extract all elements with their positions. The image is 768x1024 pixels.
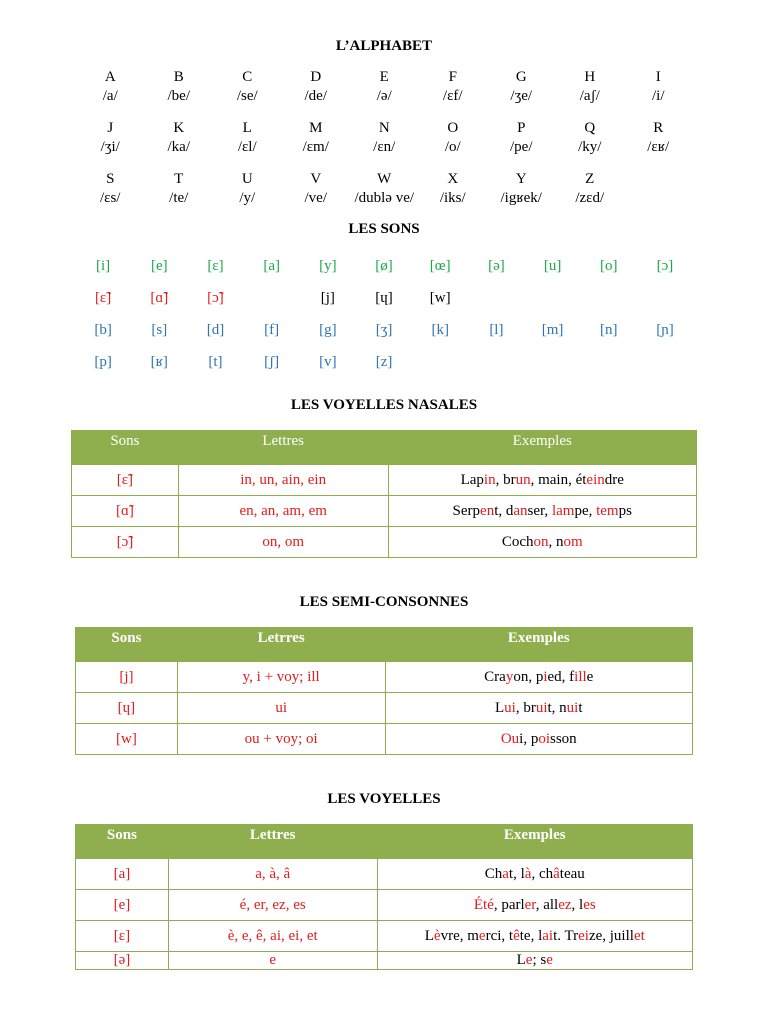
sound-symbol: [ʃ] xyxy=(264,354,280,370)
highlighted-letters: ei xyxy=(578,927,589,944)
phonetic: /te/ xyxy=(169,190,189,206)
sound-symbol: [œ] xyxy=(429,258,451,274)
phonetic: /zɛd/ xyxy=(575,190,605,206)
letter-cell xyxy=(282,119,351,170)
table-row xyxy=(76,859,693,890)
letter: N xyxy=(378,120,390,136)
column-header: Sons xyxy=(72,431,179,465)
letter: D xyxy=(310,69,322,85)
letter-cell xyxy=(76,68,145,119)
example-text: L xyxy=(494,699,505,716)
sound-symbol: [p] xyxy=(94,354,112,370)
phonetic: /ve/ xyxy=(304,190,327,206)
highlighted-letters: Ou xyxy=(500,730,520,747)
example-text: Coch xyxy=(501,533,534,550)
letter: B xyxy=(173,69,184,85)
highlighted-letters: ez xyxy=(558,896,572,913)
letter: R xyxy=(653,120,664,136)
sound-symbol: [b] xyxy=(94,322,112,338)
highlighted-letters: ui xyxy=(566,699,579,716)
sound-symbol: [ɛ] xyxy=(207,258,224,274)
example-text: ed, f xyxy=(547,668,575,685)
sound-symbol: [ʁ] xyxy=(150,354,168,370)
letter: W xyxy=(377,171,392,187)
example-text: , main, ét xyxy=(530,471,587,488)
letter-cell xyxy=(487,119,556,170)
alphabet-grid xyxy=(76,68,696,221)
phonetic: /ɛm/ xyxy=(302,139,329,155)
example-text: t xyxy=(578,699,583,716)
highlighted-letters: on xyxy=(533,533,549,550)
letter: H xyxy=(584,69,596,85)
phonetic: /ky/ xyxy=(578,139,602,155)
semi-consonnes-title: LES SEMI-CONSONNES xyxy=(299,594,469,610)
highlighted-letters: an xyxy=(513,502,528,519)
example-text: Ch xyxy=(484,865,503,882)
highlighted-letters: y xyxy=(505,668,514,685)
sound-row-consonants xyxy=(75,352,695,384)
sound-symbol: [ʒ] xyxy=(375,322,393,338)
table-row xyxy=(76,724,693,755)
highlighted-letters: ill xyxy=(574,668,587,685)
sound-symbol: [u] xyxy=(543,258,562,274)
sons-grid xyxy=(75,256,695,384)
letter-cell xyxy=(350,68,419,119)
sound-symbol: [e] xyxy=(150,258,168,274)
table-row xyxy=(76,952,693,970)
sound-symbol: [d] xyxy=(206,322,225,338)
example-text: Lap xyxy=(460,471,484,488)
letter: Y xyxy=(515,171,527,187)
letters-cell: en, an, am, em xyxy=(178,496,388,527)
examples-cell xyxy=(385,724,693,755)
highlighted-letters: ai xyxy=(542,927,554,944)
letter-cell xyxy=(556,119,625,170)
voyelles-title: LES VOYELLES xyxy=(327,791,441,807)
letter: S xyxy=(106,171,115,187)
example-text: ser, xyxy=(527,502,552,519)
example-text: sson xyxy=(550,730,577,747)
examples-cell xyxy=(377,859,692,890)
example-text: , parl xyxy=(493,896,525,913)
highlighted-letters: er xyxy=(524,896,536,913)
highlighted-letters: tem xyxy=(596,502,619,519)
phonetic: /a/ xyxy=(102,88,118,104)
highlighted-letters: à xyxy=(524,865,532,882)
letters-cell: y, i + voy; ill xyxy=(177,662,385,693)
voyelles-table xyxy=(75,824,693,970)
phonetic: /ɛl/ xyxy=(237,139,257,155)
example-text: pe, xyxy=(574,502,597,519)
table-row xyxy=(76,662,693,693)
examples-cell xyxy=(385,662,693,693)
highlighted-letters: oi xyxy=(538,730,550,747)
phonetic: /dublə ve/ xyxy=(354,190,415,206)
table-row xyxy=(76,890,693,921)
example-text: vre, m xyxy=(440,927,479,944)
phonetic: /y/ xyxy=(239,190,256,206)
highlighted-letters: i xyxy=(543,668,548,685)
letter-cell xyxy=(487,170,556,221)
example-text: L xyxy=(516,952,526,968)
phonetic: /ɛʁ/ xyxy=(647,139,670,155)
examples-cell xyxy=(388,527,697,558)
letter: Q xyxy=(584,120,596,136)
highlighted-letters: ein xyxy=(586,471,605,488)
example-text: , all xyxy=(535,896,559,913)
letters-cell: in, un, ain, ein xyxy=(178,465,388,496)
letter: A xyxy=(104,69,116,85)
example-text: Cra xyxy=(484,668,506,685)
highlighted-letters: lam xyxy=(551,502,575,519)
sound-symbol: [a] xyxy=(263,258,280,274)
example-text: te, l xyxy=(519,927,543,944)
examples-cell xyxy=(385,693,693,724)
example-text: t. Tr xyxy=(553,927,579,944)
letter: T xyxy=(174,171,184,187)
sound-symbol: [ø] xyxy=(375,258,393,274)
letter: F xyxy=(448,69,457,85)
column-header: Exemples xyxy=(385,628,693,662)
letter: J xyxy=(107,120,114,136)
phonetic: /o/ xyxy=(444,139,461,155)
highlighted-letters: ui xyxy=(535,699,548,716)
sound-row-oral-vowels xyxy=(75,256,695,288)
highlighted-letters: ui xyxy=(504,699,516,716)
highlighted-letters: e xyxy=(546,952,553,968)
letter-cell xyxy=(487,68,556,119)
sound-row-nasal-semi xyxy=(75,288,695,320)
table-row xyxy=(76,921,693,952)
examples-cell xyxy=(377,890,692,921)
letter-cell xyxy=(556,170,625,221)
sound-symbol: [o] xyxy=(600,258,618,274)
letter-cell xyxy=(624,68,693,119)
letter-cell xyxy=(419,170,488,221)
phonetic: /ɛs/ xyxy=(100,190,121,206)
letter: I xyxy=(655,69,661,85)
column-header: Letrres xyxy=(177,628,385,662)
nasales-title: LES VOYELLES NASALES xyxy=(290,397,478,413)
table-header-row xyxy=(76,825,693,859)
letter: P xyxy=(517,120,526,136)
sound-symbol: [ɔ] xyxy=(656,258,674,274)
highlighted-letters: â xyxy=(553,865,560,882)
sound-symbol: [j] xyxy=(320,290,335,306)
column-header: Sons xyxy=(76,628,178,662)
sound-symbol: [k] xyxy=(431,322,449,338)
phonetic: /ɛn/ xyxy=(373,139,396,155)
highlighted-letters: en xyxy=(480,502,495,519)
letter-cell xyxy=(419,68,488,119)
phonetic: /ʒe/ xyxy=(510,88,533,104)
sound-symbol: [z] xyxy=(375,354,393,370)
phonetic: /igʁek/ xyxy=(500,190,542,206)
highlighted-letters: ê xyxy=(513,927,520,944)
sound-symbol: [i] xyxy=(96,258,111,274)
sound-symbol: [g] xyxy=(319,322,337,338)
sound-cell: [ɥ] xyxy=(76,693,178,724)
sound-symbol: [n] xyxy=(600,322,618,338)
example-text: ; s xyxy=(532,952,547,968)
sound-cell: [ɛ̃] xyxy=(72,465,179,496)
letter-cell xyxy=(282,68,351,119)
letter-cell xyxy=(145,68,214,119)
example-text: L xyxy=(424,927,434,944)
highlighted-letters: om xyxy=(563,533,583,550)
letters-cell: é, er, ez, es xyxy=(168,890,377,921)
sons-title: LES SONS xyxy=(348,221,420,237)
examples-cell xyxy=(377,921,692,952)
letter: X xyxy=(447,171,459,187)
example-text: t, d xyxy=(494,502,514,519)
nasales-table xyxy=(71,430,697,558)
letters-cell: on, om xyxy=(178,527,388,558)
sound-symbol: [ɑ̃] xyxy=(150,290,169,306)
letter-cell xyxy=(556,68,625,119)
phonetic: /ə/ xyxy=(376,88,392,104)
letter: O xyxy=(447,120,459,136)
sound-symbol: [m] xyxy=(541,322,564,338)
highlighted-letters: es xyxy=(583,896,596,913)
phonetic: /ɛf/ xyxy=(442,88,463,104)
sound-row-consonants xyxy=(75,320,695,352)
letter-cell xyxy=(419,119,488,170)
highlighted-letters: et xyxy=(633,927,645,944)
semi-consonnes-table xyxy=(75,627,693,755)
highlighted-letters: e xyxy=(525,952,533,968)
sound-symbol: [f] xyxy=(264,322,280,338)
table-header-row xyxy=(72,431,697,465)
letter-cell xyxy=(624,119,693,170)
letter: C xyxy=(242,69,253,85)
letter: G xyxy=(515,69,527,85)
phonetic: /be/ xyxy=(167,88,190,104)
sound-symbol: [ɛ̃] xyxy=(94,290,112,306)
highlighted-letters: Été xyxy=(473,896,494,913)
example-text: , n xyxy=(548,533,564,550)
letter-cell xyxy=(76,119,145,170)
letter: L xyxy=(242,120,252,136)
sound-symbol: [ɥ] xyxy=(375,290,393,306)
phonetic: /ʒi/ xyxy=(100,139,120,155)
table-row xyxy=(72,527,697,558)
alphabet-title: L’ALPHABET xyxy=(335,38,433,54)
highlighted-letters: un xyxy=(515,471,531,488)
letters-cell: e xyxy=(168,952,377,970)
example-text: t, n xyxy=(547,699,567,716)
table-row xyxy=(76,693,693,724)
examples-cell xyxy=(377,952,692,970)
column-header: Sons xyxy=(76,825,169,859)
letter-cell xyxy=(145,170,214,221)
column-header: Lettres xyxy=(168,825,377,859)
examples-cell xyxy=(388,465,697,496)
sound-cell: [j] xyxy=(76,662,178,693)
sound-empty-cell xyxy=(244,288,300,320)
sound-cell: [a] xyxy=(76,859,169,890)
sound-cell: [ɛ] xyxy=(76,921,169,952)
sound-cell: [ɑ̃] xyxy=(72,496,179,527)
phonetic: /pe/ xyxy=(510,139,533,155)
example-text: e xyxy=(586,668,594,685)
sound-symbol: [y] xyxy=(319,258,337,274)
example-text: dre xyxy=(604,471,624,488)
sound-symbol: [s] xyxy=(151,322,168,338)
letter: M xyxy=(309,120,323,136)
alphabet-row xyxy=(76,170,696,221)
letters-cell: ui xyxy=(177,693,385,724)
highlighted-letters: in xyxy=(483,471,496,488)
phonetic: /aʃ/ xyxy=(579,88,600,104)
sound-symbol: [v] xyxy=(319,354,337,370)
sound-symbol: [ɔ̃] xyxy=(207,290,224,306)
sound-symbol: [ə] xyxy=(488,258,505,274)
phonetic: /ka/ xyxy=(167,139,190,155)
phonetic: /se/ xyxy=(236,88,258,104)
phonetic: /iks/ xyxy=(439,190,466,206)
letter-cell xyxy=(76,170,145,221)
table-row xyxy=(72,496,697,527)
alphabet-row xyxy=(76,119,696,170)
sound-symbol: [ɲ] xyxy=(656,322,674,338)
phonetic: /i/ xyxy=(651,88,665,104)
sound-symbol: [w] xyxy=(429,290,451,306)
sound-symbol: [t] xyxy=(208,354,223,370)
example-text: Serp xyxy=(452,502,481,519)
letter-cell xyxy=(282,170,351,221)
phonetic: /de/ xyxy=(304,88,327,104)
example-text: ze, juill xyxy=(588,927,634,944)
example-text: i, p xyxy=(519,730,539,747)
example-text: , l xyxy=(571,896,584,913)
letters-cell: ou + voy; oi xyxy=(177,724,385,755)
letter-cell xyxy=(213,68,282,119)
letter: U xyxy=(241,171,253,187)
letter: V xyxy=(310,171,322,187)
example-text: on, p xyxy=(513,668,544,685)
letters-cell: a, à, â xyxy=(168,859,377,890)
table-header-row xyxy=(76,628,693,662)
letter-cell xyxy=(145,119,214,170)
sound-cell: [e] xyxy=(76,890,169,921)
example-text: , ch xyxy=(531,865,554,882)
letter: E xyxy=(379,69,389,85)
highlighted-letters: è xyxy=(433,927,441,944)
example-text: ps xyxy=(618,502,632,519)
letters-cell: è, e, ê, ai, ei, et xyxy=(168,921,377,952)
examples-cell xyxy=(388,496,697,527)
example-text: , br xyxy=(515,699,536,716)
letter-cell xyxy=(350,170,419,221)
letter: Z xyxy=(585,171,595,187)
column-header: Exemples xyxy=(377,825,692,859)
letter-cell xyxy=(213,119,282,170)
sound-cell: [ɔ̃] xyxy=(72,527,179,558)
letter-cell xyxy=(350,119,419,170)
column-header: Exemples xyxy=(388,431,697,465)
letter: K xyxy=(173,120,185,136)
sound-cell: [ə] xyxy=(76,952,169,970)
column-header: Lettres xyxy=(178,431,388,465)
example-text: rci, t xyxy=(485,927,514,944)
alphabet-row xyxy=(76,68,696,119)
sound-symbol: [l] xyxy=(489,322,504,338)
table-row xyxy=(72,465,697,496)
example-text: teau xyxy=(559,865,585,882)
highlighted-letters: a xyxy=(502,865,509,882)
letter-cell xyxy=(213,170,282,221)
example-text: t, l xyxy=(508,865,525,882)
highlighted-letters: e xyxy=(478,927,486,944)
example-text: , br xyxy=(495,471,516,488)
sound-cell: [w] xyxy=(76,724,178,755)
